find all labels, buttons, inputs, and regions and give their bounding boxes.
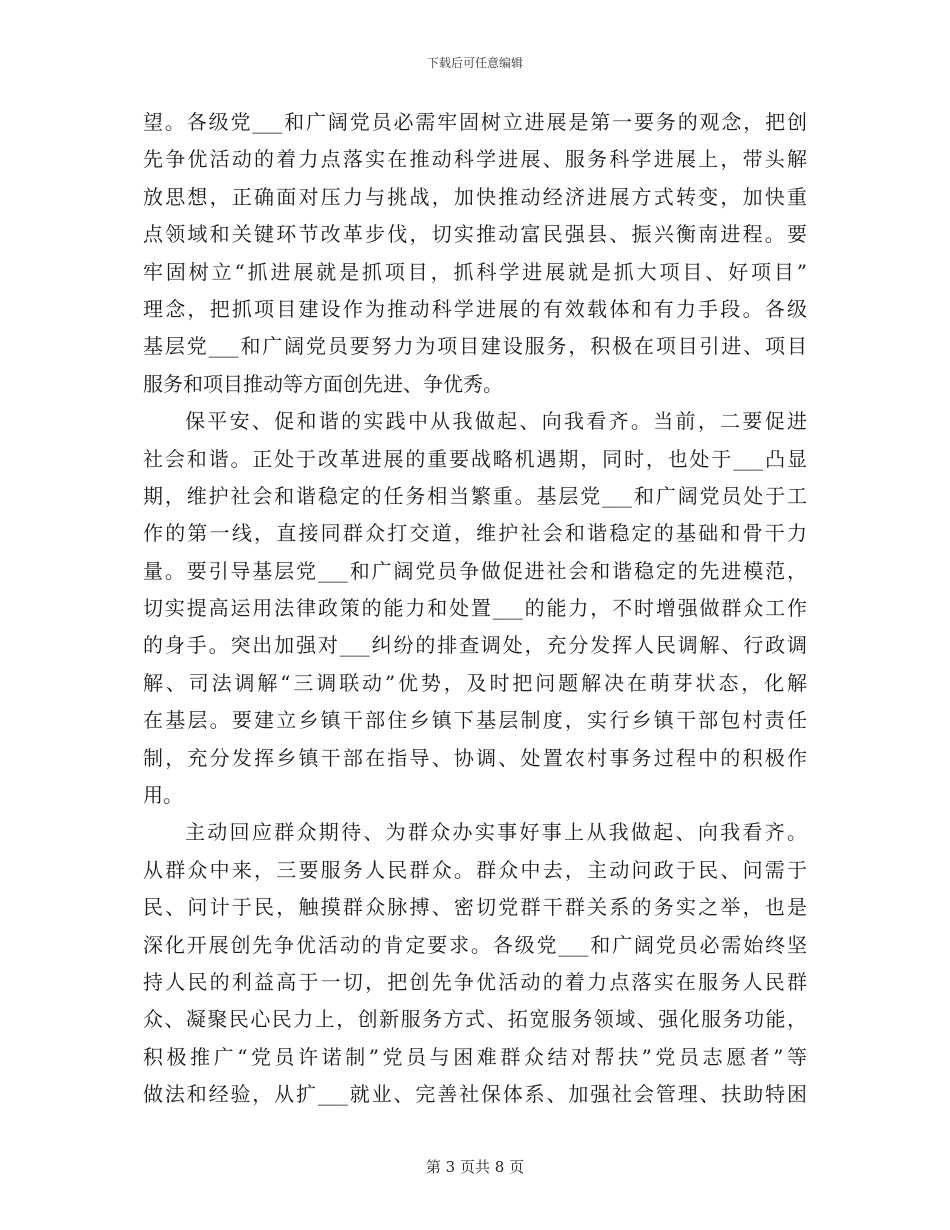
text-line: 主动回应群众期待、为群众办实事好事上从我做起、向我看齐。 xyxy=(185,820,807,845)
text-line: 社会和谐。正处于改革进展的重要战略机遇期，同时，也处于___凸显 xyxy=(143,446,807,471)
text-line: 基层党___和广阔党员要努力为项目建设服务，积极在项目引进、项目 xyxy=(143,334,807,359)
text-line: 望。各级党___和广阔党员必需牢固树立进展是第一要务的观念，把创 xyxy=(143,110,807,134)
text-line: 期，维护社会和谐稳定的任务相当繁重。基层党___和广阔党员处于工 xyxy=(143,483,807,508)
text-line: 量。要引导基层党___和广阔党员争做促进社会和谐稳定的先进模范， xyxy=(143,558,807,583)
text-line: 的身手。突出加强对___纠纷的排查调处，充分发挥人民调解、行政调 xyxy=(143,633,807,658)
text-line: 用。 xyxy=(143,783,183,808)
text-line: 众、凝聚民心民力上，创新服务方式、拓宽服务领域、强化服务功能， xyxy=(143,1007,807,1032)
text-line: 持人民的利益高于一切，把创先争优活动的着力点落实在服务人民群 xyxy=(143,969,807,994)
paragraph xyxy=(143,403,807,814)
paragraph xyxy=(143,104,807,403)
text-line: 保平安、促和谐的实践中从我做起、向我看齐。当前，二要促进 xyxy=(185,409,807,434)
text-line: 牢固树立“抓进展就是抓项目，抓科学进展就是抓大项目、好项目” xyxy=(143,259,807,284)
text-line: 深化开展创先争优活动的肯定要求。各级党___和广阔党员必需始终坚 xyxy=(143,932,807,957)
page-footer: 第 3 页共 8 页 xyxy=(425,1158,525,1176)
text-line: 理念，把抓项目建设作为推动科学进展的有效载体和有力手段。各级 xyxy=(143,296,807,321)
document-body xyxy=(143,104,807,1114)
text-line: 点领域和关键环节改革步伐，切实推动富民强县、振兴衡南进程。要 xyxy=(143,222,807,247)
text-line: 民、问计于民，触摸群众脉搏、密切党群干群关系的务实之举，也是 xyxy=(143,895,807,920)
text-line: 作的第一线，直接同群众打交道，维护社会和谐稳定的基础和骨干力 xyxy=(143,521,807,546)
text-line: 积极推广“党员许诺制”党员与困难群众结对帮扶”党员志愿者”等 xyxy=(143,1044,807,1069)
text-line: 从群众中来，三要服务人民群众。群众中去，主动问政于民、问需于 xyxy=(143,857,807,882)
paragraph xyxy=(143,814,807,1113)
text-line: 切实提高运用法律政策的能力和处置___的能力，不时增强做群众工作 xyxy=(143,596,807,621)
text-line: 先争优活动的着力点落实在推动科学进展、服务科学进展上，带头解 xyxy=(143,147,807,172)
text-line: 放思想，正确面对压力与挑战，加快推动经济进展方式转变，加快重 xyxy=(143,184,807,209)
text-line: 做法和经验，从扩___就业、完善社保体系、加强社会管理、扶助特困 xyxy=(143,1082,807,1107)
page-header: 下载后可任意编辑 xyxy=(426,56,523,70)
text-line: 服务和项目推动等方面创先进、争优秀。 xyxy=(143,371,503,396)
text-line: 制，充分发挥乡镇干部在指导、协调、处置农村事务过程中的积极作 xyxy=(143,745,807,770)
text-line: 在基层。要建立乡镇干部住乡镇下基层制度，实行乡镇干部包村责任 xyxy=(143,708,807,733)
text-line: 解、司法调解“三调联动”优势，及时把问题解决在萌芽状态，化解 xyxy=(143,670,807,695)
